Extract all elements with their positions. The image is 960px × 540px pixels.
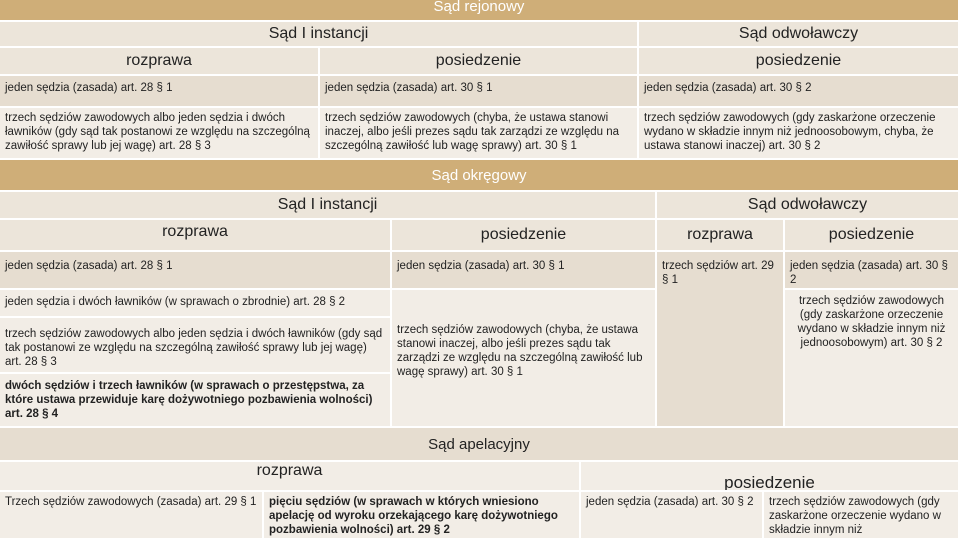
- table-cell: jeden sędzia (zasada) art. 30 § 1: [320, 76, 639, 108]
- table-cell: jeden sędzia (zasada) art. 30 § 2: [639, 76, 960, 108]
- table-cell: jeden sędzia i dwóch ławników (w sprawach o zbrodnie) art. 28 § 2: [0, 290, 392, 318]
- header-posiedzenie: posiedzenie: [581, 462, 960, 492]
- header-posiedzenie-appeal: posiedzenie: [785, 220, 960, 252]
- header-rozprawa: rozprawa: [0, 48, 320, 76]
- header-first-instance: Sąd I instancji: [0, 22, 639, 48]
- table-cell: jeden sędzia (zasada) art. 30 § 2: [785, 252, 960, 290]
- table-cell: jeden sędzia (zasada) art. 30 § 1: [392, 252, 657, 290]
- header-posiedzenie: posiedzenie: [392, 220, 657, 252]
- header-appeal: Sąd odwoławczy: [657, 192, 960, 220]
- table-cell: jeden sędzia (zasada) art. 30 § 2: [581, 492, 764, 540]
- header-posiedzenie-appeal: posiedzenie: [639, 48, 960, 76]
- table-cell: trzech sędziów zawodowych albo jeden sędzia i dwóch ławników (gdy sąd tak postanowi ze względu na szczególną zawiłość sprawy lub jej wagę) art. 28 § 3: [0, 318, 392, 374]
- section-title-okregowy: Sąd okręgowy: [0, 160, 960, 192]
- table-cell: pięciu sędziów (w sprawach w których wniesiono apelację od wyroku orzekającego karę dożywotniego pozbawienia wolności) art. 29 § 2: [264, 492, 581, 540]
- section-title-apelacyjny: Sąd apelacyjny: [0, 428, 960, 462]
- table-cell: trzech sędziów zawodowych albo jeden sędzia i dwóch ławników (gdy sąd tak postanowi ze względu na szczególną zawiłość sprawy lub jej wagę) art. 28 § 3: [0, 108, 320, 160]
- header-posiedzenie: posiedzenie: [320, 48, 639, 76]
- table-cell: jeden sędzia (zasada) art. 28 § 1: [0, 252, 392, 290]
- table-cell: trzech sędziów zawodowych (gdy zaskarżone orzeczenie wydano w składzie innym niż jednoosobowym) art. 30 § 2: [785, 290, 960, 428]
- table-cell: Trzech sędziów zawodowych (zasada) art. 29 § 1: [0, 492, 264, 540]
- header-appeal: Sąd odwoławczy: [639, 22, 960, 48]
- section-title-rejonowy: [0, 0, 960, 22]
- table-cell: trzech sędziów art. 29 § 1: [657, 252, 785, 428]
- table-cell: dwóch sędziów i trzech ławników (w sprawach o przestępstwa, za które ustawa przewiduje karę dożywotniego pozbawienia wolności) art. 28 § 4: [0, 374, 392, 428]
- header-rozprawa: rozprawa: [0, 462, 581, 492]
- table-cell: trzech sędziów zawodowych (gdy zaskarżone orzeczenie wydano w składzie innym niż: [764, 492, 960, 540]
- table-cell: jeden sędzia (zasada) art. 28 § 1: [0, 76, 320, 108]
- header-rozprawa: rozprawa: [0, 220, 392, 252]
- table-cell: trzech sędziów zawodowych (chyba, że ustawa stanowi inaczej, albo jeśli prezes sądu tak zarządzi ze względu na szczególną zawiłość lub wagę sprawy) art. 30 § 1: [320, 108, 639, 160]
- table-cell: trzech sędziów zawodowych (chyba, że ustawa stanowi inaczej, albo jeśli prezes sądu tak zarządzi ze względu na szczególną zawiłość lub wagę sprawy) art. 30 § 1: [392, 290, 657, 428]
- section-title-text: Sąd rejonowy: [433, 0, 525, 15]
- header-rozprawa-appeal: rozprawa: [657, 220, 785, 252]
- table-cell: trzech sędziów zawodowych (gdy zaskarżone orzeczenie wydano w składzie innym niż jednoosobowym, chyba, że ustawa stanowi inaczej) art. 30 § 2: [639, 108, 960, 160]
- header-first-instance: Sąd I instancji: [0, 192, 657, 220]
